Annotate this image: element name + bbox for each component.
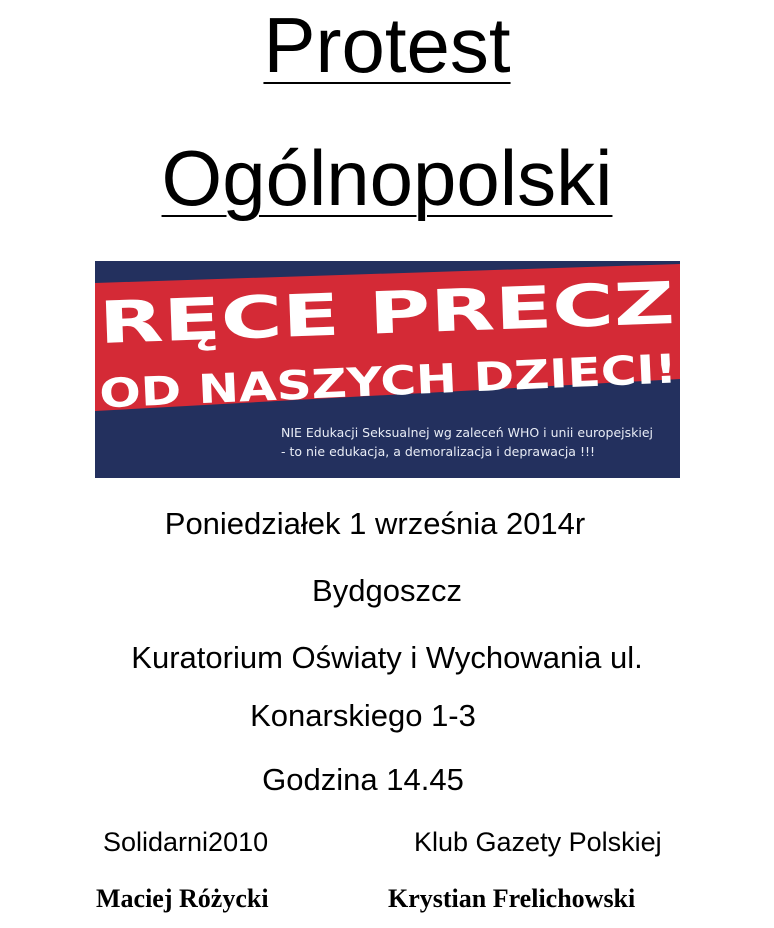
contact-person-left: Maciej Różycki — [96, 884, 269, 913]
banner-caption-line-1: NIE Edukacji Seksualnej wg zaleceń WHO i unii europejskiej — [281, 425, 653, 440]
organizer-klub-gazety: Klub Gazety Polskiej — [414, 827, 662, 857]
event-city: Bydgoszcz — [312, 573, 462, 608]
title-protest-text: Protest — [263, 1, 511, 89]
protest-banner-image — [95, 261, 680, 478]
title-ogolnopolski-text: Ogólnopolski — [161, 134, 613, 222]
organizer-solidarni: Solidarni2010 — [103, 827, 269, 857]
event-date: Poniedziałek 1 września 2014r — [164, 506, 586, 541]
banner-headline-1: RĘCE PRECZ — [97, 275, 498, 358]
banner-headline-2: OD NASZYCH DZIECI! — [98, 350, 575, 418]
title-ogolnopolski — [0, 134, 774, 222]
title-protest — [0, 1, 774, 89]
contact-person-right: Krystian Frelichowski — [388, 884, 636, 913]
event-address-line-1: Kuratorium Oświaty i Wychowania ul. — [131, 640, 643, 675]
banner-caption-line-2: - to nie edukacja, a demoralizacja i deprawacja !!! — [281, 444, 595, 459]
event-address-line-2: Konarskiego 1-3 — [250, 698, 476, 733]
banner-caption — [281, 423, 671, 461]
event-time: Godzina 14.45 — [262, 762, 464, 797]
